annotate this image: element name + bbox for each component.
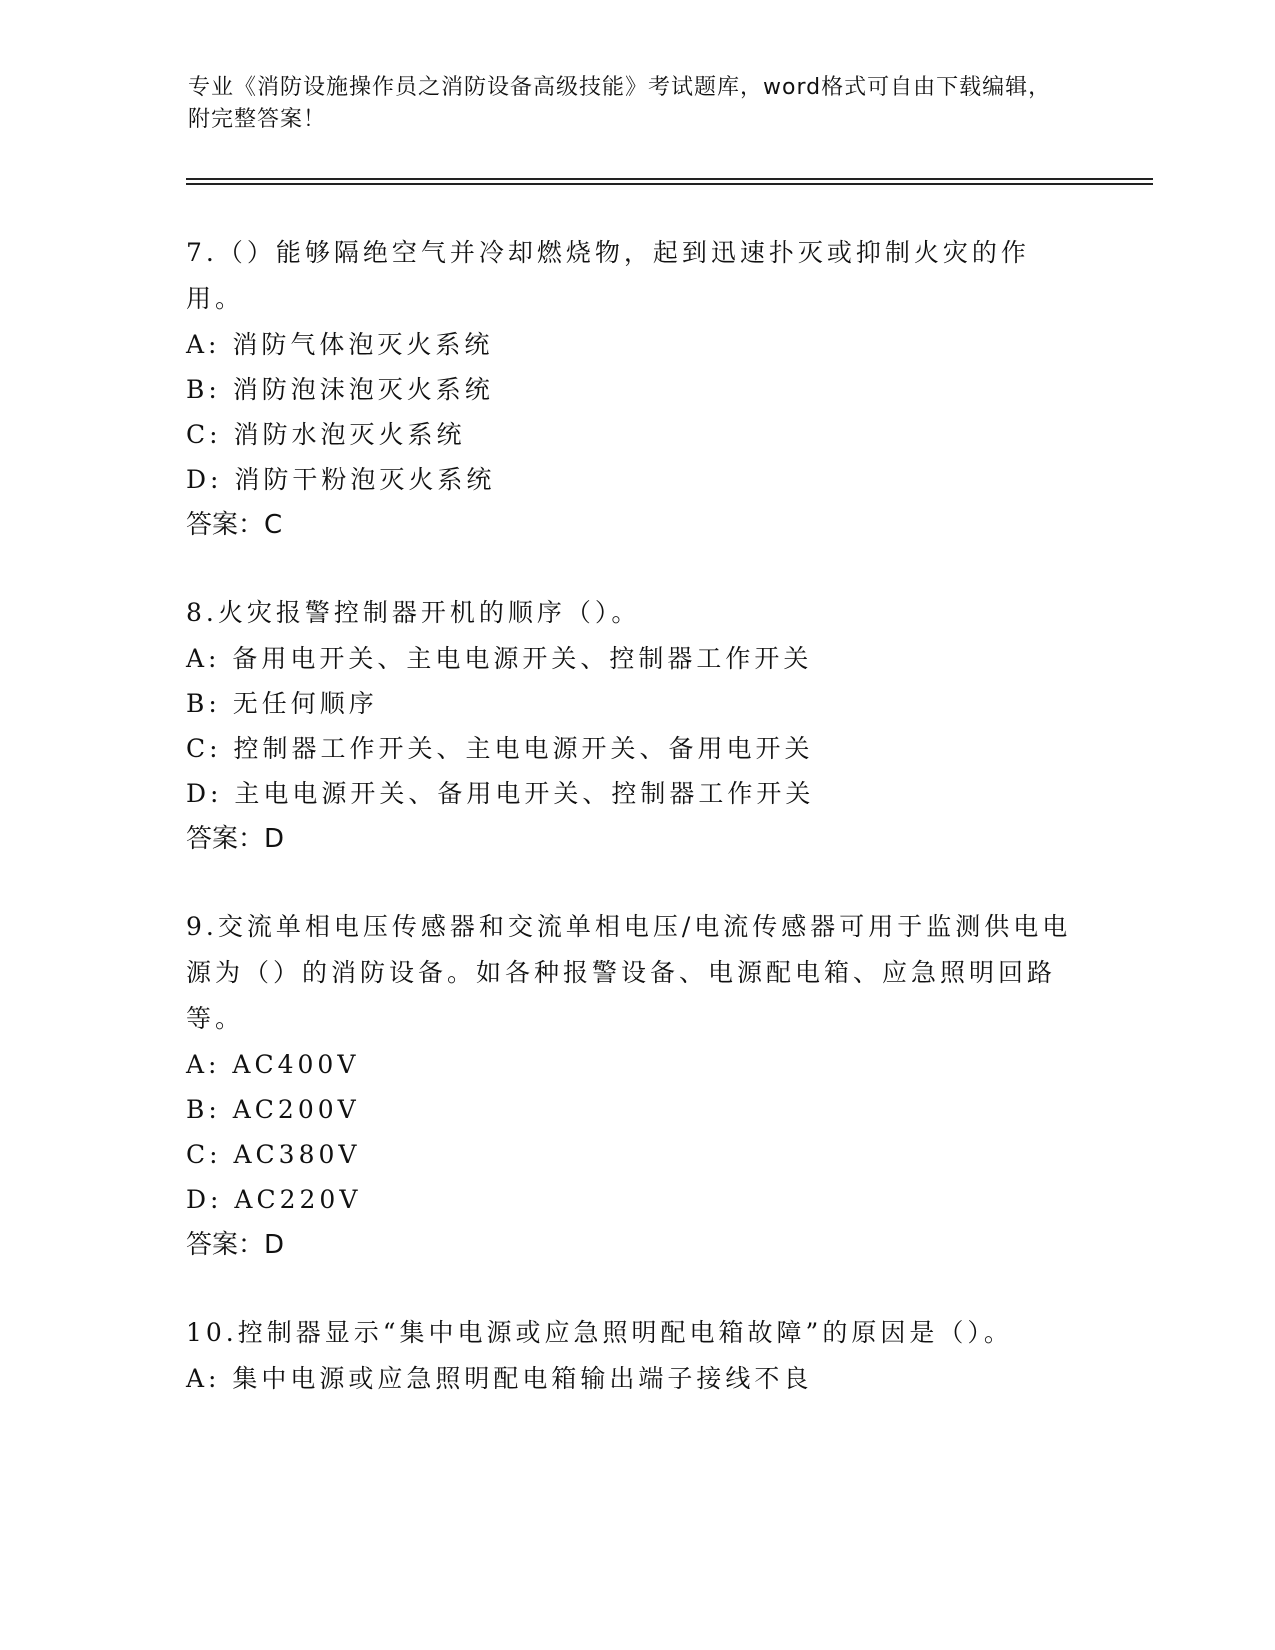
option-a: A: 集中电源或应急照明配电箱输出端子接线不良 bbox=[186, 1364, 813, 1393]
question-text: 10.控制器显示“集中电源或应急照明配电箱故障”的原因是（）。 bbox=[186, 1318, 1013, 1347]
option-d: D: 主电电源开关、备用电开关、控制器工作开关 bbox=[186, 779, 815, 808]
question-7 bbox=[186, 230, 1086, 548]
answer-line: 答案：C bbox=[186, 510, 283, 540]
question-text: 8.火灾报警控制器开机的顺序（）。 bbox=[186, 598, 641, 627]
option-a: A: 消防气体泡灭火系统 bbox=[186, 330, 494, 359]
option-b: B: AC200V bbox=[186, 1095, 360, 1124]
question-9 bbox=[186, 904, 1086, 1268]
option-a: A: 备用电开关、主电电源开关、控制器工作开关 bbox=[186, 644, 813, 673]
header-divider-bottom bbox=[186, 183, 1153, 185]
option-b: B: 消防泡沫泡灭火系统 bbox=[186, 375, 494, 404]
option-a: A: AC400V bbox=[186, 1050, 360, 1079]
option-c: C: AC380V bbox=[186, 1140, 361, 1169]
question-list bbox=[186, 230, 1086, 1443]
answer-line: 答案：D bbox=[186, 824, 285, 854]
header-divider-top bbox=[186, 178, 1153, 180]
option-b: B: 无任何顺序 bbox=[186, 689, 378, 718]
option-d: D: 消防干粉泡灭火系统 bbox=[186, 465, 496, 494]
question-text: 7.（）能够隔绝空气并冷却燃烧物，起到迅速扑灭或抑制火灾的作用。 bbox=[186, 238, 1030, 313]
option-c: C: 消防水泡灭火系统 bbox=[186, 420, 466, 449]
option-c: C: 控制器工作开关、主电电源开关、备用电开关 bbox=[186, 734, 814, 763]
option-d: D: AC220V bbox=[186, 1185, 362, 1214]
question-10 bbox=[186, 1310, 1086, 1401]
document-header: 专业《消防设施操作员之消防设备高级技能》考试题库，word格式可自由下载编辑，附完整答案！ bbox=[188, 75, 1052, 132]
question-text: 9.交流单相电压传感器和交流单相电压/电流传感器可用于监测供电电源为（）的消防设备。如各种报警设备、电源配电箱、应急照明回路等。 bbox=[186, 912, 1072, 1033]
question-8 bbox=[186, 590, 1086, 862]
answer-line: 答案：D bbox=[186, 1230, 285, 1260]
